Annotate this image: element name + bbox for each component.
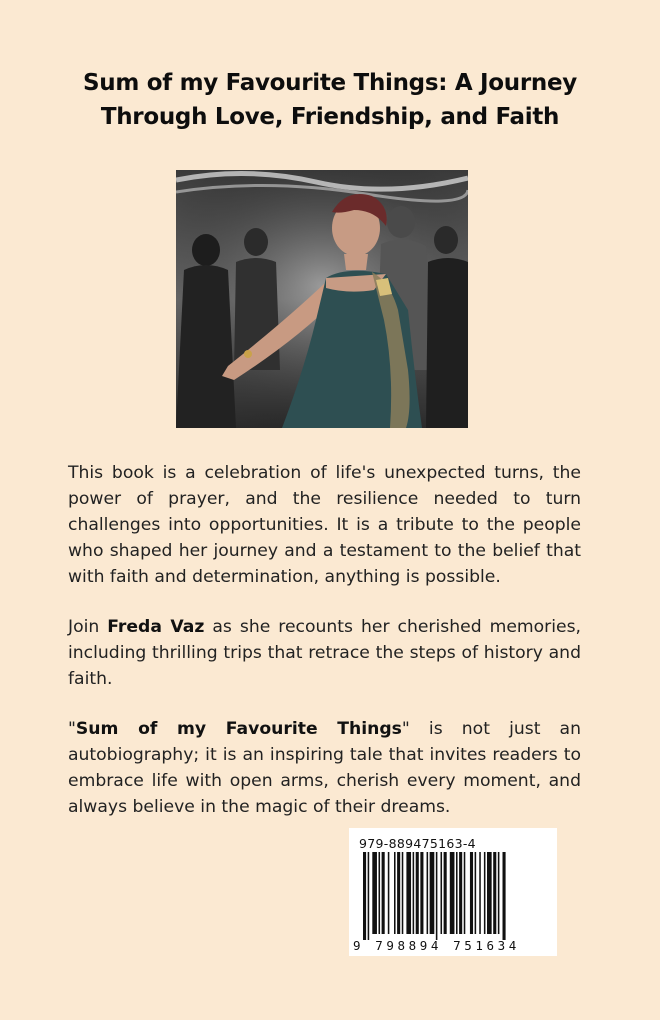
barcode-bar <box>479 852 481 934</box>
blurb-paragraph-3 <box>68 716 581 820</box>
blurb-paragraph-2 <box>68 614 581 692</box>
barcode-bar <box>388 852 390 934</box>
barcode-bar <box>441 852 443 934</box>
book-title-inline: Sum of my Favourite Things <box>75 719 402 739</box>
barcode-bar <box>464 852 466 934</box>
blurb-p2-after: as she recounts her cherished memories, including thrilling trips that retrace the steps of history and faith. <box>68 617 582 689</box>
barcode-bar <box>436 852 438 940</box>
isbn-barcode <box>349 828 557 956</box>
barcode-bar <box>484 852 486 934</box>
barcode-bar <box>450 852 455 934</box>
barcode-bar <box>420 852 423 934</box>
barcode-bar <box>459 852 462 934</box>
barcode-bar <box>413 852 415 934</box>
blurb-paragraph-1: This book is a celebration of life's unexpected turns, the power of prayer, and the resilience needed to turn challenges into opportunities. It is a tribute to the people who shaped her journey and a testament to the belief that with faith and determination, anything is possible. <box>68 463 581 587</box>
barcode-bar <box>427 852 429 934</box>
barcode-bar <box>475 852 477 934</box>
isbn-digits: 9 798894 751634 <box>353 938 520 953</box>
author-photo <box>176 170 468 428</box>
title-line-2: Through Love, Friendship, and Faith <box>100 104 560 130</box>
barcode-bar <box>493 852 496 934</box>
barcode-bar <box>368 852 370 940</box>
barcode-bar <box>444 852 447 934</box>
barcode-bars <box>363 852 545 940</box>
barcode-bar <box>363 852 366 940</box>
blurb-p2-before: Join <box>68 617 108 637</box>
barcode-bar <box>394 852 396 934</box>
blurb-p3-after: " is not just an autobiography; it is an inspiring tale that invites readers to embrace life with open arms, cherish every moment, and always believe in the magic of their dreams. <box>68 719 581 817</box>
blurb-p3-quote-open: " <box>68 719 76 739</box>
barcode-bar <box>470 852 473 934</box>
barcode-bar <box>416 852 419 934</box>
isbn-label: 979-889475163-4 <box>359 836 476 851</box>
barcode-bar <box>397 852 400 934</box>
barcode-bar <box>487 852 492 934</box>
barcode-bar <box>503 852 506 940</box>
barcode-bar <box>382 852 385 934</box>
barcode-bar <box>379 852 381 934</box>
barcode-bar <box>456 852 458 934</box>
barcode-bar <box>402 852 404 934</box>
barcode-bar <box>372 852 377 934</box>
barcode-bar <box>406 852 411 934</box>
barcode-bar <box>498 852 500 934</box>
title-line-1: Sum of my Favourite Things: A Journey <box>82 70 577 96</box>
author-photo-illustration <box>176 170 468 428</box>
book-title <box>40 66 620 134</box>
barcode-bar <box>430 852 435 934</box>
back-cover-blurb <box>68 460 581 844</box>
author-name: Freda Vaz <box>107 617 205 637</box>
